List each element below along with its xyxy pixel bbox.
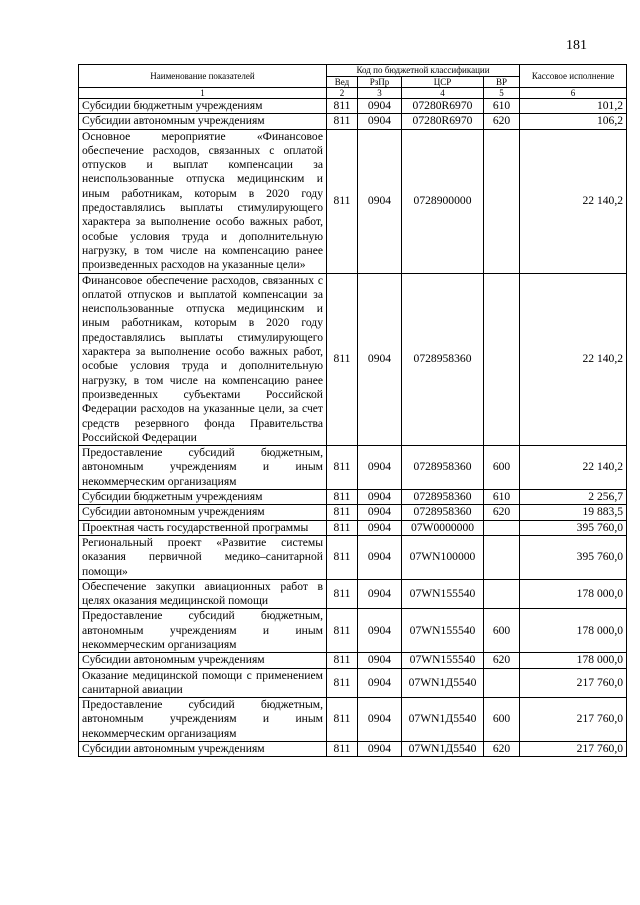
row-csr: 07WN1Д5540: [402, 668, 484, 698]
row-rzpr: 0904: [358, 505, 402, 520]
row-rzpr: 0904: [358, 446, 402, 490]
row-amount: 178 000,0: [520, 653, 627, 668]
row-vr: 620: [484, 114, 520, 129]
row-rzpr: 0904: [358, 579, 402, 609]
row-name: Предоставление субсидий бюджетным, автономным учреждениям и иным некоммерческим организациям: [79, 698, 327, 742]
table-row: [79, 490, 627, 505]
row-vr: [484, 273, 520, 446]
column-number: 5: [484, 88, 520, 99]
row-vr: [484, 129, 520, 273]
column-number: 1: [79, 88, 327, 99]
column-number: 3: [358, 88, 402, 99]
table-row: [79, 698, 627, 742]
row-vr: [484, 668, 520, 698]
row-amount: 217 760,0: [520, 742, 627, 757]
header-name: Наименование показателей: [79, 65, 327, 88]
column-number: 6: [520, 88, 627, 99]
row-amount: 178 000,0: [520, 609, 627, 653]
table-row: [79, 99, 627, 114]
row-csr: 07280R6970: [402, 114, 484, 129]
row-name: Основное мероприятие «Финансовое обеспечение расходов, связанных с оплатой отпусков и выплат компенсации за неиспользованные отпуска медицинским и иным работникам, которым в 2020 году предоставлялись выплаты стимулирующего характера за выполнение особо важных работ, особые условия труда и дополнительную нагрузку, в том числе на компенсацию ранее произведенных расходов на указанные цели»: [79, 129, 327, 273]
row-rzpr: 0904: [358, 520, 402, 535]
row-ved: 811: [327, 273, 358, 446]
header-ved: Вед: [327, 76, 358, 88]
row-rzpr: 0904: [358, 99, 402, 114]
row-name: Финансовое обеспечение расходов, связанных с оплатой отпусков и выплатой компенсации за неиспользованные отпуска медицинским и иным работникам, которым в 2020 году предоставлялись выплаты стимулирующего характера за выполнение особо важных работ, особые условия труда и дополнительную нагрузку, в том числе на компенсацию ранее произведенных субъектами Российской Федерации расходов на указанные цели, за счет средств резервного фонда Правительства Российской Федерации: [79, 273, 327, 446]
row-rzpr: 0904: [358, 273, 402, 446]
row-name: Региональный проект «Развитие системы оказания первичной медико–санитарной помощи»: [79, 535, 327, 579]
row-name: Субсидии автономным учреждениям: [79, 505, 327, 520]
row-csr: 0728900000: [402, 129, 484, 273]
header-kassovoe: Кассовое исполнение: [520, 65, 627, 88]
row-amount: 395 760,0: [520, 520, 627, 535]
row-ved: 811: [327, 446, 358, 490]
row-name: Оказание медицинской помощи с применением санитарной авиации: [79, 668, 327, 698]
row-vr: [484, 520, 520, 535]
row-vr: [484, 579, 520, 609]
row-amount: 217 760,0: [520, 668, 627, 698]
row-amount: 395 760,0: [520, 535, 627, 579]
row-ved: 811: [327, 129, 358, 273]
row-csr: 07280R6970: [402, 99, 484, 114]
row-ved: 811: [327, 505, 358, 520]
row-csr: 07WN155540: [402, 609, 484, 653]
row-ved: 811: [327, 742, 358, 757]
row-vr: 620: [484, 505, 520, 520]
row-amount: 178 000,0: [520, 579, 627, 609]
header-row: [79, 65, 627, 77]
row-amount: 106,2: [520, 114, 627, 129]
table-row: [79, 273, 627, 446]
table-row: [79, 609, 627, 653]
table-row: [79, 114, 627, 129]
row-csr: 0728958360: [402, 273, 484, 446]
budget-table: [78, 64, 627, 757]
header-rzpr: РзПр: [358, 76, 402, 88]
row-csr: 0728958360: [402, 505, 484, 520]
row-amount: 22 140,2: [520, 129, 627, 273]
table-row: [79, 535, 627, 579]
row-ved: 811: [327, 535, 358, 579]
row-name: Субсидии автономным учреждениям: [79, 742, 327, 757]
row-rzpr: 0904: [358, 129, 402, 273]
row-csr: 0728958360: [402, 446, 484, 490]
table-row: [79, 129, 627, 273]
row-amount: 217 760,0: [520, 698, 627, 742]
row-vr: 600: [484, 446, 520, 490]
row-name: Субсидии автономным учреждениям: [79, 114, 327, 129]
row-amount: 101,2: [520, 99, 627, 114]
row-rzpr: 0904: [358, 609, 402, 653]
row-csr: 07WN155540: [402, 579, 484, 609]
row-vr: 610: [484, 99, 520, 114]
row-ved: 811: [327, 520, 358, 535]
row-ved: 811: [327, 698, 358, 742]
row-rzpr: 0904: [358, 742, 402, 757]
row-rzpr: 0904: [358, 668, 402, 698]
table-row: [79, 579, 627, 609]
row-vr: 600: [484, 698, 520, 742]
row-rzpr: 0904: [358, 698, 402, 742]
row-amount: 19 883,5: [520, 505, 627, 520]
row-csr: 07WN1Д5540: [402, 742, 484, 757]
column-number: 4: [402, 88, 484, 99]
row-csr: 07WN100000: [402, 535, 484, 579]
table-row: [79, 653, 627, 668]
row-csr: 07WN155540: [402, 653, 484, 668]
header-vr: ВР: [484, 76, 520, 88]
row-ved: 811: [327, 114, 358, 129]
row-rzpr: 0904: [358, 535, 402, 579]
row-vr: 620: [484, 742, 520, 757]
row-name: Проектная часть государственной программы: [79, 520, 327, 535]
row-ved: 811: [327, 99, 358, 114]
row-vr: 620: [484, 653, 520, 668]
column-number-row: [79, 88, 627, 99]
row-ved: 811: [327, 668, 358, 698]
table-row: [79, 742, 627, 757]
table-row: [79, 520, 627, 535]
row-ved: 811: [327, 609, 358, 653]
row-vr: 600: [484, 609, 520, 653]
row-csr: 07WN1Д5540: [402, 698, 484, 742]
row-csr: 07W0000000: [402, 520, 484, 535]
row-amount: 22 140,2: [520, 273, 627, 446]
row-name: Субсидии автономным учреждениям: [79, 653, 327, 668]
row-vr: 610: [484, 490, 520, 505]
row-amount: 2 256,7: [520, 490, 627, 505]
row-vr: [484, 535, 520, 579]
table-row: [79, 505, 627, 520]
page-number: 181: [566, 38, 587, 53]
header-csr: ЦСР: [402, 76, 484, 88]
header-code-group: Код по бюджетной классификации: [327, 65, 520, 77]
table-row: [79, 446, 627, 490]
row-name: Субсидии бюджетным учреждениям: [79, 490, 327, 505]
row-name: Субсидии бюджетным учреждениям: [79, 99, 327, 114]
column-number: 2: [327, 88, 358, 99]
row-rzpr: 0904: [358, 114, 402, 129]
row-ved: 811: [327, 490, 358, 505]
row-csr: 0728958360: [402, 490, 484, 505]
row-ved: 811: [327, 579, 358, 609]
table-row: [79, 668, 627, 698]
row-name: Предоставление субсидий бюджетным, автономным учреждениям и иным некоммерческим организациям: [79, 609, 327, 653]
row-amount: 22 140,2: [520, 446, 627, 490]
row-name: Предоставление субсидий бюджетным, автономным учреждениям и иным некоммерческим организациям: [79, 446, 327, 490]
row-ved: 811: [327, 653, 358, 668]
row-rzpr: 0904: [358, 490, 402, 505]
row-rzpr: 0904: [358, 653, 402, 668]
row-name: Обеспечение закупки авиационных работ в целях оказания медицинской помощи: [79, 579, 327, 609]
